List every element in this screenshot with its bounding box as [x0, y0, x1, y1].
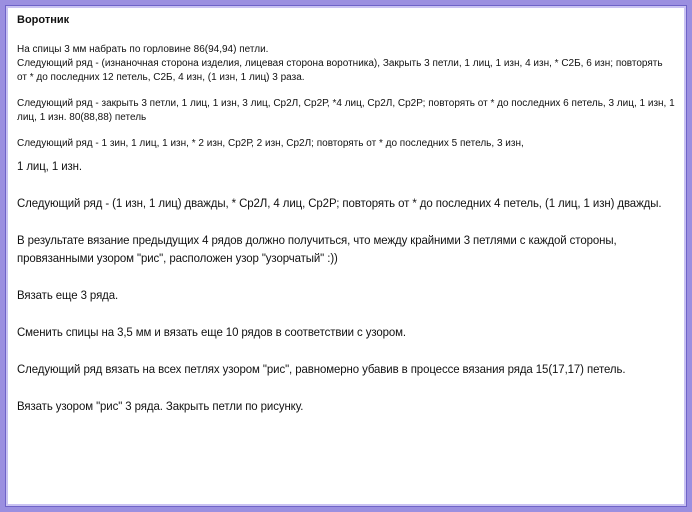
paragraph-next-row-1	[17, 97, 675, 125]
paragraph-decrease-row: Следующий ряд вязать на всех петлях узором "рис", равномерно убавив в процессе вязания ряда 15(17,17) петель.	[17, 362, 626, 376]
paragraph-text: Следующий ряд - 1 зин, 1 лиц, 1 изн, * 2 изн, Ср2Р, 2 изн, Ср2Л; повторять от * до последних 5 петель, 3 изн,	[17, 138, 524, 149]
paragraph-text: На спицы 3 мм набрать по горловине 86(94,94) петли. Следующий ряд - (изнаночная сторона изделия, лицевая сторона воротника), Закрыть 3 петли, 1 лиц, 1 изн, 4 изн, * С2Б, 6 изн; повторять от * до последних 12 петель, С2Б, 4 изн, (1 изн, 1 лиц) 3 раза.	[17, 44, 663, 83]
paragraph-result-note: В результате вязание предыдущих 4 рядов должно получиться, что между крайними 3 петлями с каждой стороны, провязанными узором "рис", расположен узор "узорчатый" :))	[17, 233, 617, 265]
paragraph-next-row-3: Следующий ряд - (1 изн, 1 лиц) дважды, * Ср2Л, 4 лиц, Ср2Р; повторять от * до последних 4 петель, (1 лиц, 1 изн) дважды.	[17, 196, 662, 210]
paragraph-cast-on	[17, 43, 675, 85]
paragraph-text: Следующий ряд - закрыть 3 петли, 1 лиц, 1 изн, 3 лиц, Ср2Л, Ср2Р, *4 лиц, Ср2Л, Ср2Р; повторять от * до последних 6 петель, 3 лиц, 1 изн, 1 лиц, 1 изн. 80(88,88) петель	[17, 98, 675, 123]
paragraph-next-row-2	[17, 137, 675, 151]
paragraph-continuation: 1 лиц, 1 изн.	[17, 159, 82, 173]
paragraph-knit-3-rows: Вязать еще 3 ряда.	[17, 288, 119, 302]
paragraph-change-needles: Сменить спицы на 3,5 мм и вязать еще 10 рядов в соответствии с узором.	[17, 325, 407, 339]
document-title: Воротник	[17, 14, 70, 26]
document-body	[17, 13, 675, 499]
paragraph-bind-off: Вязать узором "рис" 3 ряда. Закрыть петли по рисунку.	[17, 399, 304, 413]
